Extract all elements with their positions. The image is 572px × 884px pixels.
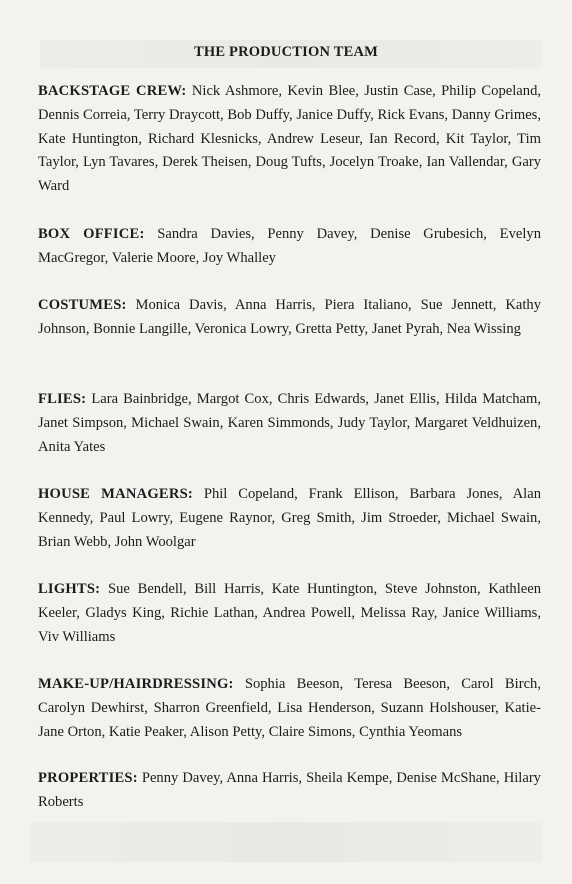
section-heading: BOX OFFICE:	[38, 226, 145, 242]
section-box-office	[38, 223, 541, 271]
section-house-managers	[38, 483, 541, 554]
faded-background-print-bottom	[30, 822, 542, 862]
section-heading: COSTUMES:	[38, 297, 127, 313]
section-names: Monica Davis, Anna Harris, Piera Italiano, Sue Jennett, Kathy Johnson, Bonnie Langille, Veronica Lowry, Gretta Petty, Janet Pyrah, Nea Wissing	[38, 297, 541, 337]
section-heading: PROPERTIES:	[38, 770, 138, 786]
section-properties	[38, 767, 541, 815]
section-heading: HOUSE MANAGERS:	[38, 486, 193, 502]
section-flies	[38, 388, 541, 459]
section-heading: FLIES:	[38, 391, 87, 407]
section-names: Phil Copeland, Frank Ellison, Barbara Jones, Alan Kennedy, Paul Lowry, Eugene Raynor, Greg Smith, Jim Stroeder, Michael Swain, Brian Webb, John Woolgar	[38, 486, 541, 550]
section-names: Sophia Beeson, Teresa Beeson, Carol Birch, Carolyn Dewhirst, Sharron Greenfield, Lisa Henderson, Suzann Holshouser, Katie-Jane Orton, Katie Peaker, Alison Petty, Claire Simons, Cynthia Yeomans	[38, 676, 541, 740]
section-heading: LIGHTS:	[38, 581, 101, 597]
section-costumes	[38, 294, 541, 342]
section-names: Sue Bendell, Bill Harris, Kate Huntington, Steve Johnston, Kathleen Keeler, Gladys King, Richie Lathan, Andrea Powell, Melissa Ray, Janice Williams, Viv Williams	[38, 581, 541, 645]
section-lights	[38, 578, 541, 649]
section-make-up-hairdressing	[38, 673, 541, 744]
section-names: Sandra Davies, Penny Davey, Denise Grubesich, Evelyn MacGregor, Valerie Moore, Joy Whalley	[38, 226, 541, 266]
section-names: Nick Ashmore, Kevin Blee, Justin Case, Philip Copeland, Dennis Correia, Terry Draycott, Bob Duffy, Janice Duffy, Rick Evans, Danny Grimes, Kate Huntington, Richard Klesnicks, Andrew Leseur, Ian Record, Kit Taylor, Tim Taylor, Lyn Tavares, Derek Theisen, Doug Tufts, Jocelyn Troake, Ian Vallendar, Gary Ward	[38, 83, 542, 195]
section-names: Penny Davey, Anna Harris, Sheila Kempe, Denise McShane, Hilary Roberts	[38, 770, 541, 810]
section-names: Lara Bainbridge, Margot Cox, Chris Edwards, Janet Ellis, Hilda Matcham, Janet Simpson, Michael Swain, Karen Simmonds, Judy Taylor, Margaret Veldhuizen, Anita Yates	[38, 391, 541, 455]
section-heading: MAKE-UP/HAIRDRESSING:	[38, 676, 234, 692]
page-title: THE PRODUCTION TEAM	[194, 44, 378, 60]
section-backstage-crew	[38, 80, 541, 199]
section-heading: BACKSTAGE CREW:	[38, 83, 187, 99]
